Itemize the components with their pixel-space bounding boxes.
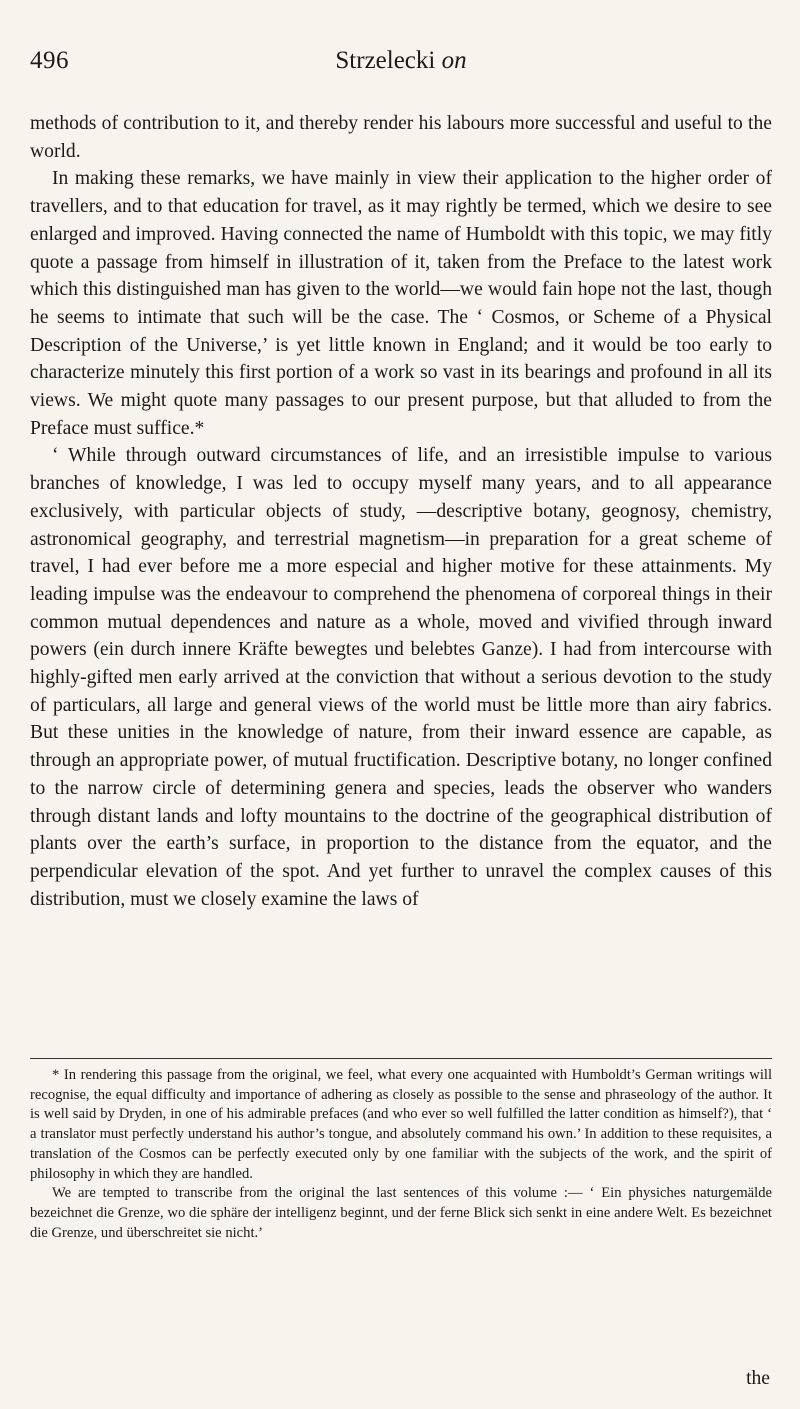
footnote bbox=[30, 1066, 772, 1243]
page-number: 496 bbox=[30, 47, 69, 74]
footnote-divider bbox=[30, 1058, 772, 1059]
body-paragraph: ‘ While through outward circumstances of life, and an irresistible impulse to various branches of knowledge, I was led to occupy myself many years, and to all appearance exclusively, with particular objects of study, —descriptive botany, geognosy, chemistry, astronomical geography, and terrestrial magnetism—in preparation for a great scheme of travel, I had ever before me a more especial and higher motive for these attainments. My leading impulse was the endeavour to comprehend the phenomena of corporeal things in their common mutual dependences and nature as a whole, moved and vivified through inward powers (ein durch innere Kräfte bewegtes und belebtes Ganze). I had from intercourse with highly-gifted men early arrived at the conviction that without a serious devotion to the study of particulars, all large and general views of the world must be little more than airy fabrics. But these unities in the knowledge of nature, from their inward essence are capable, as through an appropriate power, of mutual fructification. Descriptive botany, no longer confined to the narrow circle of determining genera and species, leads the observer who wanders through distant lands and lofty mountains to the doctrine of the geographical distribution of plants over the earth’s surface, in proportion to the distance from the equator, and the perpendicular elevation of the spot. And yet further to unravel the complex causes of this distribution, must we closely examine the laws of bbox=[30, 445, 772, 910]
running-title bbox=[30, 47, 772, 75]
footnote-paragraph: We are tempted to transcribe from the original the last sentences of this volume :— ‘ Ein physiches naturgemälde bezeichnet die Grenze, wo die sphäre der intelligenz beginnt, und der ferne Blick sich senkt in eine andere Welt. Es bezeichnet die Grenze, und überschreitet sie nicht.’ bbox=[30, 1185, 772, 1241]
footnote-paragraph: * In rendering this passage from the original, we feel, what every one acquainted with Humboldt’s German writings will recognise, the equal difficulty and importance of adhering as closely as possible to the sense and phraseology of the author. It is well said by Dryden, in one of his admirable prefaces (and who ever so well fulfilled the latter condition as himself?), that ‘ a translator must perfectly understand his author’s tongue, and absolutely command his own.’ In addition to these requisites, a translation of the Cosmos can be perfectly executed only by one familiar with the subjects of the work, and the spirit of philosophy in which they are handled. bbox=[30, 1067, 772, 1182]
page-header bbox=[30, 47, 772, 79]
body-paragraph: In making these remarks, we have mainly in view their application to the higher order of travellers, and to that education for travel, as it may rightly be termed, which we desire to see enlarged and improved. Having connected the name of Humboldt with this topic, we may fitly quote a passage from himself in illustration of it, taken from the Preface to the latest work which this distinguished man has given to the world—we would fain hope not the last, though he seems to intimate that such will be the case. The ‘ Cosmos, or Scheme of a Physical Description of the Universe,’ is yet little known in England; and it would be too early to characterize minutely this first portion of a work so vast in its bearings and profound in all its views. We might quote many passages to our present purpose, but that alluded to from the Preface must suffice.* bbox=[30, 168, 772, 439]
running-title-on: on bbox=[441, 47, 467, 74]
body-paragraph: methods of contribution to it, and thereby render his labours more successful and useful to the world. bbox=[30, 113, 772, 162]
catchword: the bbox=[746, 1368, 770, 1389]
running-title-name: Strzelecki bbox=[335, 47, 436, 74]
body-text bbox=[30, 110, 772, 913]
